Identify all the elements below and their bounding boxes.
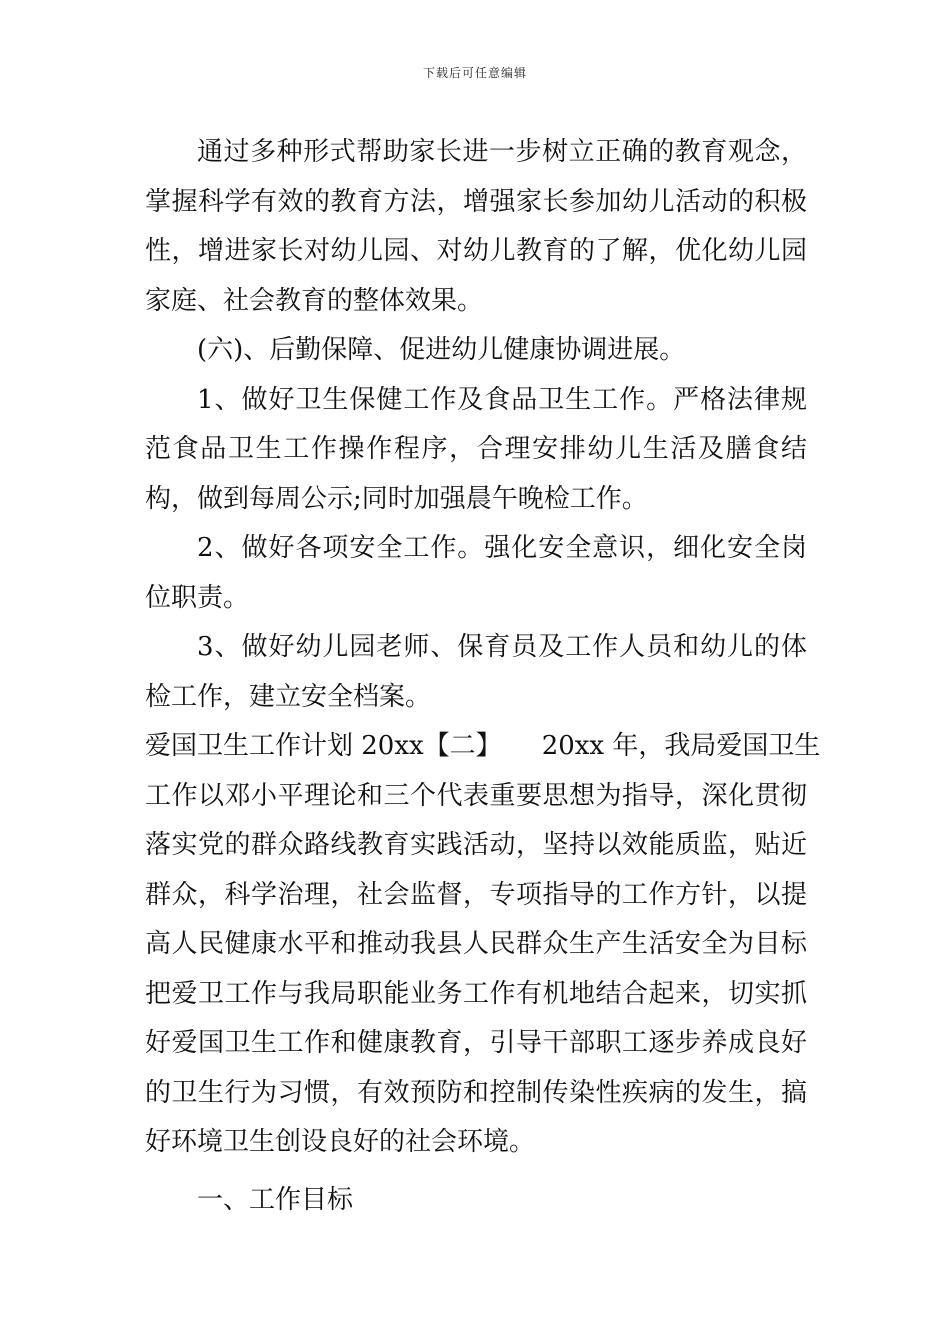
section-two-title: 爱国卫生工作计划 20xx【二】 [145, 731, 502, 761]
subheading-work-goals: 一、工作目标 [197, 1184, 354, 1215]
paragraph-parent-education: 通过多种形式帮助家长进一步树立正确的教育观念，掌握科学有效的教育方法，增强家长参加幼儿活动的积极性，增进家长对幼儿园、对幼儿教育的了解，优化幼儿园家庭、社会教育的整体效果。 [145, 137, 807, 316]
page-header: 下载后可任意编辑 [422, 66, 527, 80]
section-two-first-line [145, 722, 821, 772]
paragraph-section-two-body: 工作以邓小平理论和三个代表重要思想为指导，深化贯彻落实党的群众路线教育实践活动，坚持以效能质监，贴近群众，科学治理，社会监督，专项指导的工作方针，以提高人民健康水平和推动我县人民群众生产生活安全为目标把爱卫工作与我局职能业务工作有机地结合起来，切实抓好爱国卫生工作和健康教育，引导干部职工逐步养成良好的卫生行为习惯，有效预防和控制传染性疾病的发生，搞好环境卫生创设良好的社会环境。 [145, 780, 807, 1157]
paragraph-health-care: 1、做好卫生保健工作及食品卫生工作。严格法律规范食品卫生工作操作程序，合理安排幼儿生活及膳食结构，做到每周公示;同时加强晨午晚检工作。 [145, 384, 807, 514]
document-body [145, 128, 821, 1225]
section-heading-logistics: (六)、后勤保障、促进幼儿健康协调进展。 [197, 335, 686, 365]
paragraph-physical-exam: 3、做好幼儿园老师、保育员及工作人员和幼儿的体检工作，建立安全档案。 [145, 632, 807, 712]
section-two-intro: 20xx 年，我局爱国卫生 [541, 731, 821, 761]
paragraph-safety-work: 2、做好各项安全工作。强化安全意识，细化安全岗位职责。 [145, 533, 807, 613]
